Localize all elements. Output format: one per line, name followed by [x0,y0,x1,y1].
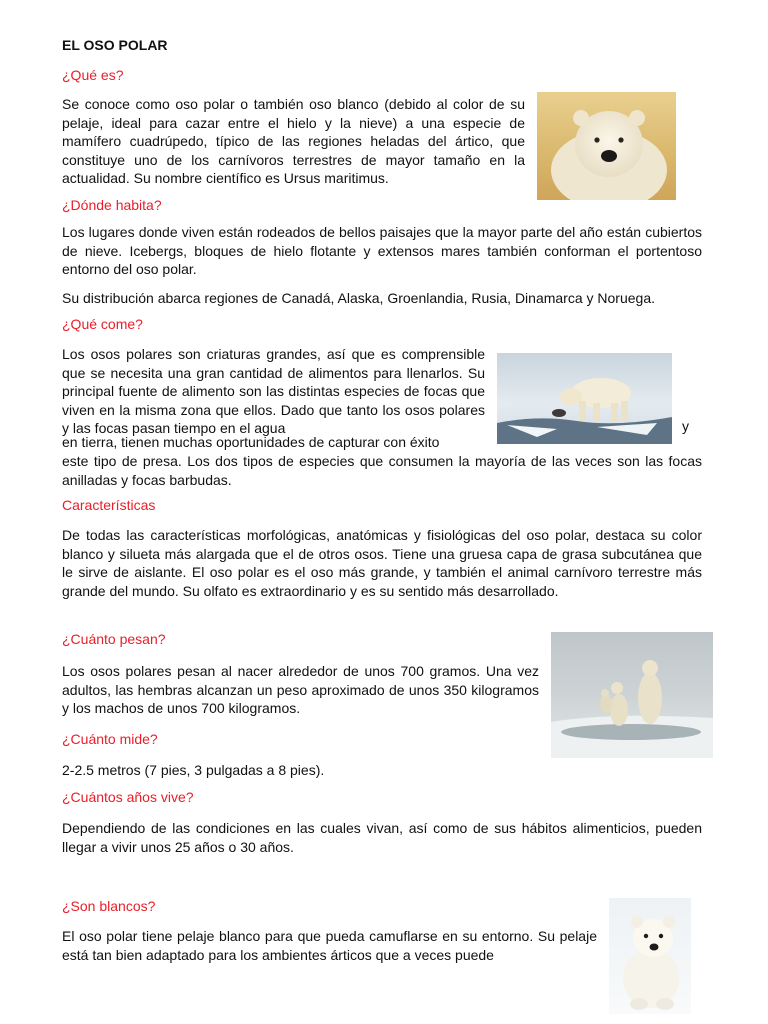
paragraph-que-come-wrapped: Los osos polares son criaturas grandes, así que es comprensible que se necesita una gran cantidad de alimentos para llenarlos. Su principal fuente de alimento son las distintas especies de focas que viven en la misma zona que ellos. Dado que tanto los osos polares y las focas pasan tiempo en el agua [62,346,485,436]
heading-donde-habita: ¿Dónde habita? [62,197,162,213]
document-title: EL OSO POLAR [62,37,168,53]
polar-bear-cub-photo [609,898,691,1014]
heading-caracteristicas: Características [62,497,156,513]
paragraph-cuantos-anos: Dependiendo de las condiciones en las cuales vivan, así como de sus hábitos alimenticios, pueden llegar a vivir unos 25 años o 30 años. [62,820,702,855]
paragraph-son-blancos: El oso polar tiene pelaje blanco para que pueda camuflarse en su entorno. Su pelaje está tan bien adaptado para los ambientes árticos que a veces puede [62,928,597,963]
paragraph-donde-habita: Los lugares donde viven están rodeados de bellos paisajes que la mayor parte del año están cubiertos de nieve. Icebergs, bloques de hielo flotante y extensos mares también conforman el portentoso entorno del oso polar. [62,224,702,277]
heading-son-blancos: ¿Son blancos? [62,898,156,914]
heading-cuanto-pesan: ¿Cuánto pesan? [62,631,166,647]
polar-bear-face-photo [537,92,676,200]
paragraph-cuanto-pesan: Los osos polares pesan al nacer alrededor de unos 700 gramos. Una vez adultos, las hembras alcanzan un peso aproximado de unos 350 kilogramos y los machos de unos 700 kilogramos. [62,663,539,716]
heading-cuantos-anos: ¿Cuántos años vive? [62,789,194,805]
heading-que-come: ¿Qué come? [62,316,143,332]
polar-bears-standing-photo [551,632,713,758]
paragraph-caracteristicas: De todas las características morfológicas, anatómicas y fisiológicas del oso polar, destaca su color blanco y silueta más alargada que el de otros osos. Tiene una gruesa capa de grasa subcutánea que le sirve de aislante. El oso polar es el oso más grande, y también el animal carnívoro terrestre más grande del mundo. Su olfato es extraordinario y es su sentido más desarrollado. [62,527,702,599]
polar-bear-hunting-photo [497,353,672,444]
paragraph-que-come-full: este tipo de presa. Los dos tipos de especies que consumen la mayoría de las veces son las focas anilladas y focas barbudas. [62,453,702,488]
heading-que-es: ¿Qué es? [62,67,124,83]
paragraph-que-es: Se conoce como oso polar o también oso blanco (debido al color de su pelaje, ideal para cazar entre el hielo y la nieve) a una especie de mamífero cuadrúpedo, típico de las regiones heladas del ártico, que constituye uno de los carnívoros terrestres de mayor tamaño en la actualidad. Su nombre científico es Ursus maritimus. [62,96,525,186]
paragraph-cuanto-mide: 2-2.5 metros (7 pies, 3 pulgadas a 8 pies). [62,762,325,778]
paragraph-que-come-connector: y [682,418,689,434]
heading-cuanto-mide: ¿Cuánto mide? [62,731,158,747]
paragraph-que-come-tail: en tierra, tienen muchas oportunidades de capturar con éxito [62,434,440,450]
paragraph-distribucion: Su distribución abarca regiones de Canadá, Alaska, Groenlandia, Rusia, Dinamarca y Noruega. [62,290,656,306]
